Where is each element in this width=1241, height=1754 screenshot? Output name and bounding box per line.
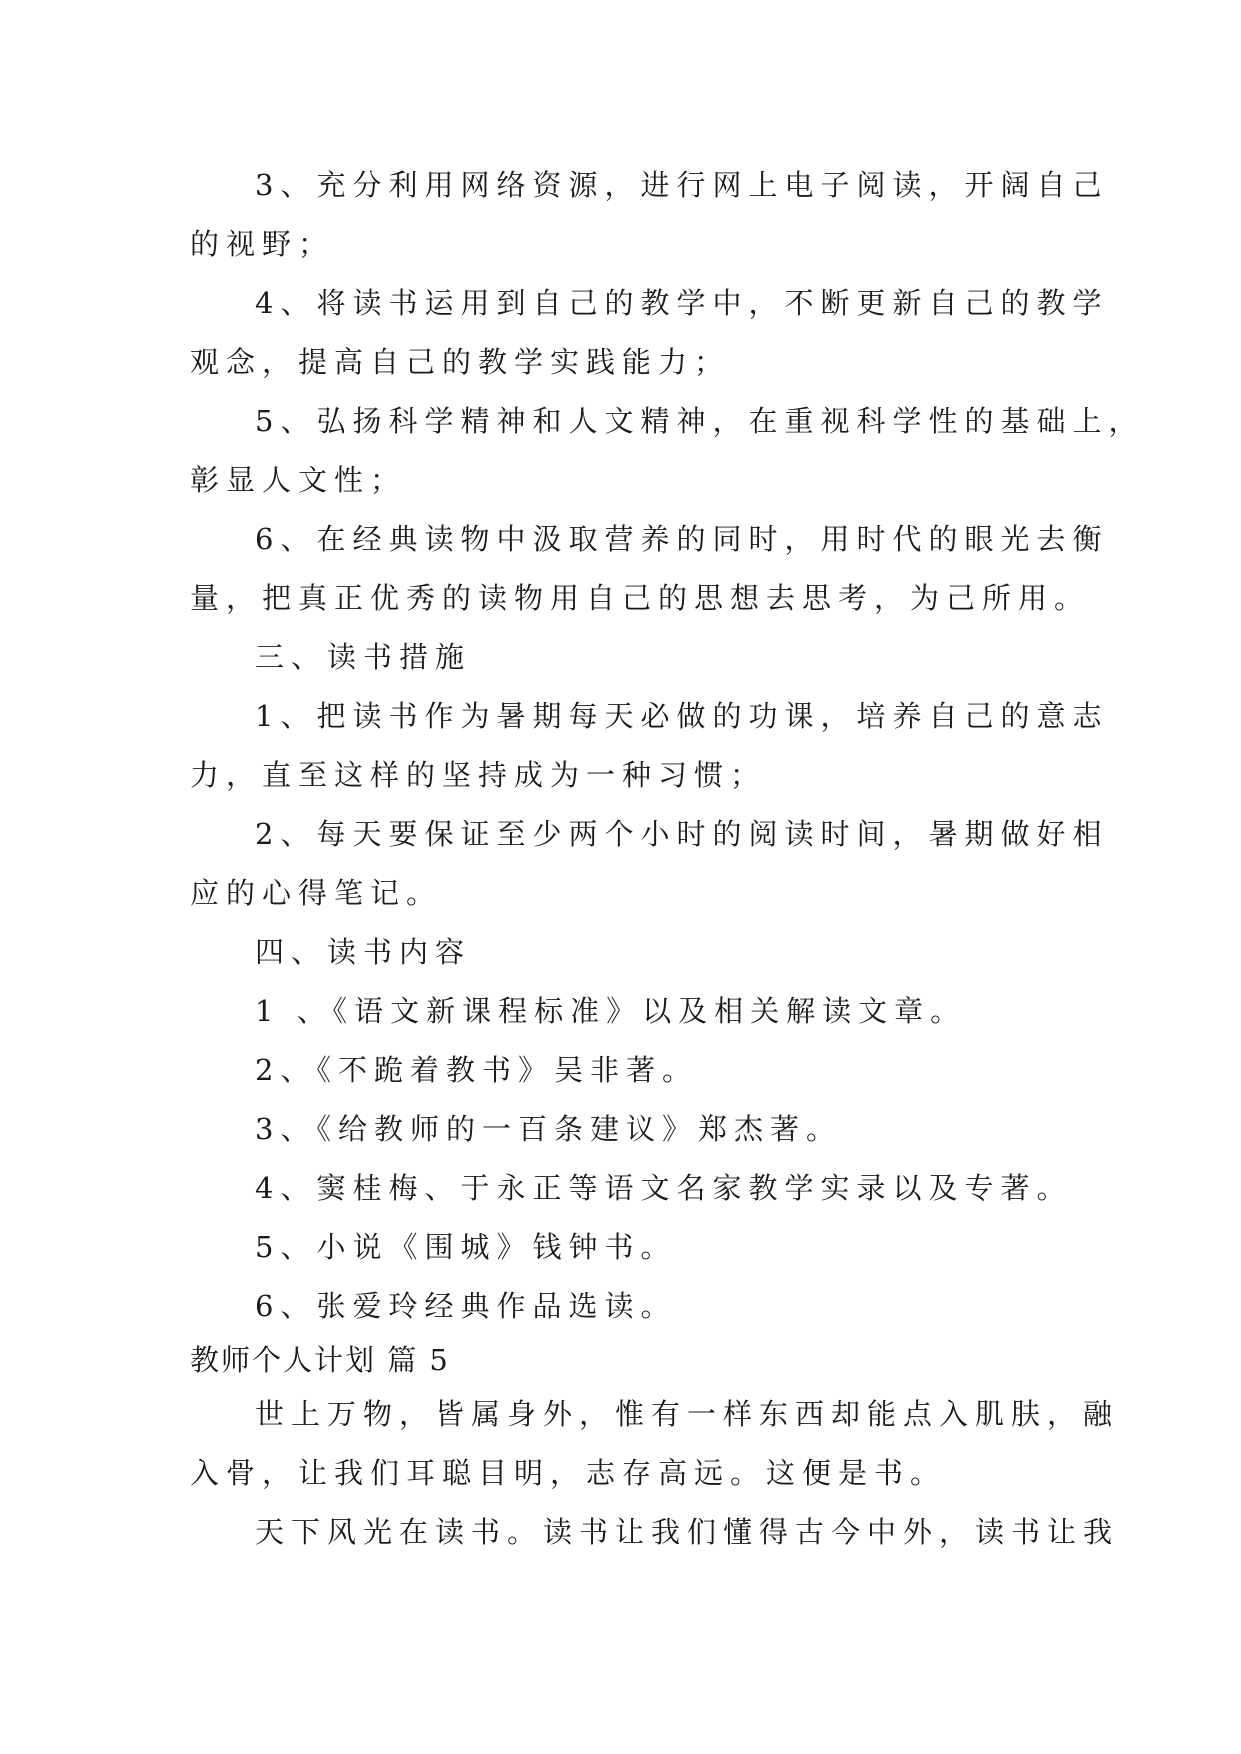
paragraph-line: 入骨，让我们耳聪目明，志存高远。这便是书。 [190,1456,947,1490]
paragraph-line: 观念，提高自己的教学实践能力； [190,345,731,379]
list-item: 1 、《语文新课程标准》以及相关解读文章。 [255,994,967,1028]
section-heading: 四、读书内容 [255,935,472,969]
list-item: 2、《不跪着教书》吴非著。 [255,1053,698,1087]
paragraph-line: 应的心得笔记。 [190,876,443,910]
list-item: 5、小说《围城》钱钟书。 [255,1230,677,1264]
paragraph-line: 力，直至这样的坚持成为一种习惯； [190,758,767,792]
paragraph-line: 4、将读书运用到自己的教学中，不断更新自己的教学 [255,286,1109,320]
paragraph-line: 的视野； [190,227,335,261]
paragraph-line: 2、每天要保证至少两个小时的阅读时间，暑期做好相 [255,817,1109,851]
list-item: 4、窦桂梅、于永正等语文名家教学实录以及专著。 [255,1171,1073,1205]
paragraph-line: 3、充分利用网络资源，进行网上电子阅读，开阔自己 [255,168,1109,202]
list-item: 6、张爱玲经典作品选读。 [255,1289,677,1323]
paragraph-line: 天下风光在读书。读书让我们懂得古今中外，读书让我 [255,1515,1120,1549]
paragraph-line: 世上万物，皆属身外，惟有一样东西却能点入肌肤，融 [255,1397,1120,1431]
paragraph-line: 6、在经典读物中汲取营养的同时，用时代的眼光去衡 [255,522,1109,556]
paragraph-line: 1、把读书作为暑期每天必做的功课，培养自己的意志 [255,699,1109,733]
paragraph-line: 彰显人文性； [190,463,407,497]
paragraph-line: 5、弘扬科学精神和人文精神，在重视科学性的基础上， [255,404,1145,438]
paragraph-line: 量，把真正优秀的读物用自己的思想去思考，为己所用。 [190,581,1091,615]
list-item: 3、《给教师的一百条建议》郑杰著。 [255,1112,842,1146]
section-heading: 三、读书措施 [255,640,472,674]
article-title: 教师个人计划 篇 5 [190,1343,450,1377]
